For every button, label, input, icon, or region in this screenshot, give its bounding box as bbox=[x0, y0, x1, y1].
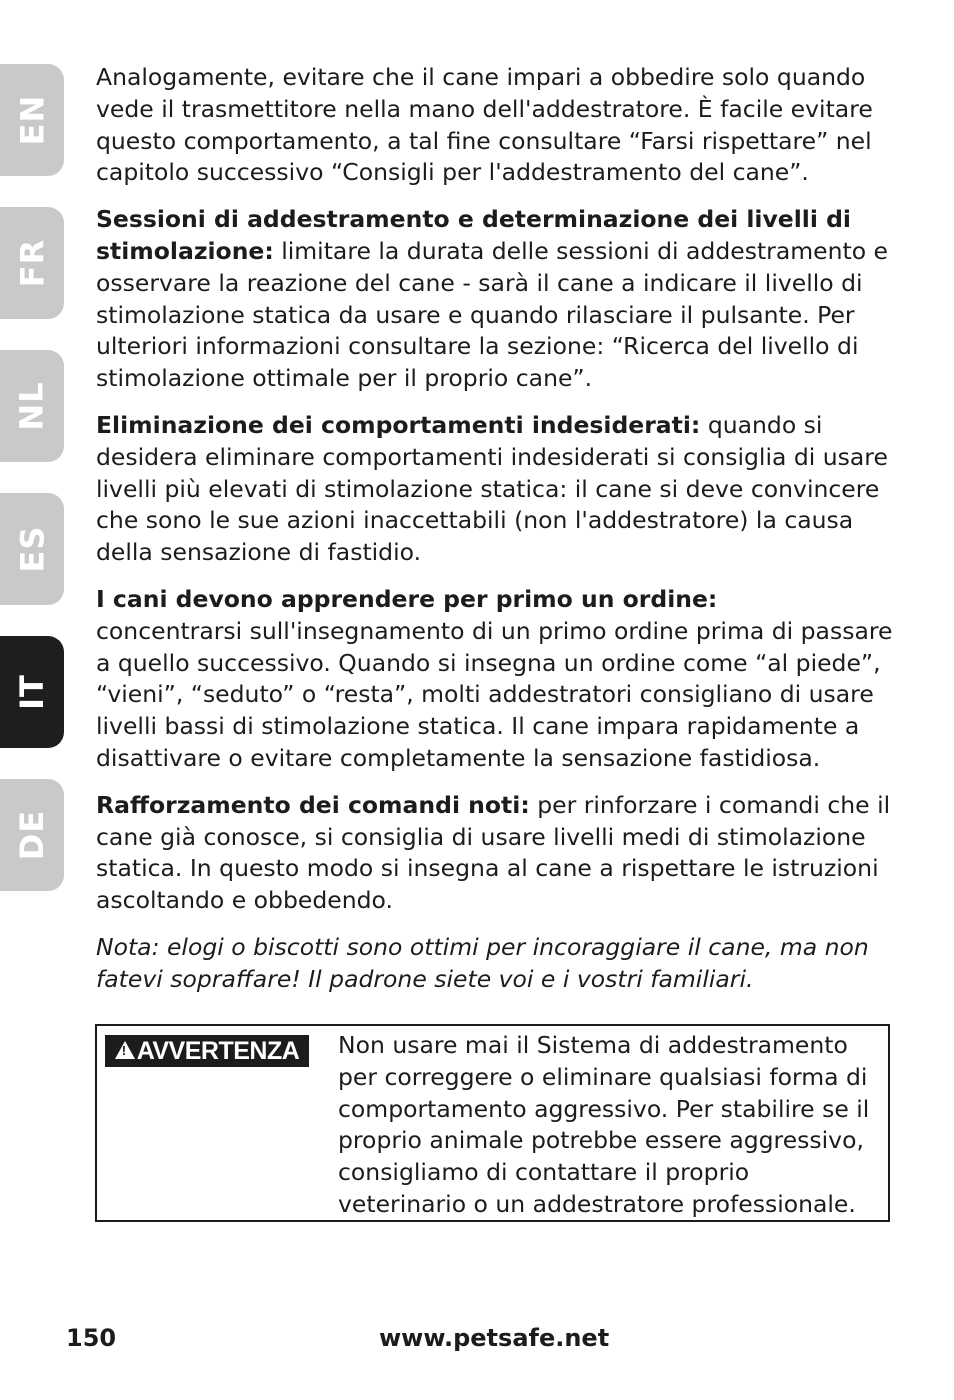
language-tab-de[interactable] bbox=[0, 779, 64, 891]
paragraph-text: quando si desidera eliminare comportamenti indesiderati si consiglia di usare livelli più elevati di stimolazione statica: il cane si deve convincere che sono le sue azioni inaccettabili (non l'addestratore) la causa della sensazione di fastidio. bbox=[96, 410, 888, 567]
paragraph-heading: I cani devono apprendere per primo un ordine: bbox=[96, 584, 718, 613]
page-number: 150 bbox=[66, 1324, 117, 1352]
warning-badge-label: AVVERTENZA bbox=[136, 1036, 300, 1065]
warning-box bbox=[95, 1024, 890, 1222]
warning-triangle-icon bbox=[115, 1041, 135, 1059]
paragraph-text: per rinforzare i comandi che il cane già conosce, si consiglia di usare livelli medi di stimolazione statica. In questo modo si insegna al cane a rispettare le istruzioni ascoltando e obbedendo. bbox=[96, 790, 891, 915]
main-content bbox=[96, 62, 896, 1020]
paragraph-eliminating-behaviors bbox=[96, 410, 896, 569]
language-tab-label: DE bbox=[12, 809, 51, 861]
paragraph-heading: Rafforzamento dei comandi noti: bbox=[96, 790, 530, 819]
paragraph-text: concentrarsi sull'insegnamento di un primo ordine prima di passare a quello successivo. Quando si insegna un ordine come “al piede”, “vieni”, “seduto” o “resta”, molti addestratori consigliano di usare livelli bassi di stimolazione statica. Il cane impara rapidamente a disattivare o evitare completamente la sensazione fastidiosa. bbox=[96, 616, 893, 772]
page-footer bbox=[0, 1320, 954, 1360]
note-text: Nota: elogi o biscotti sono ottimi per incoraggiare il cane, ma non fatevi sopraffare! Il padrone siete voi e i vostri familiari. bbox=[96, 932, 869, 993]
paragraph-heading: Sessioni di addestramento e determinazione dei livelli di stimolazione: bbox=[96, 205, 851, 265]
paragraph-text: Analogamente, evitare che il cane impari a obbedire solo quando vede il trasmettitore nella mano dell'addestratore. È facile evitare questo comportamento, a tal fine consultare “Farsi rispettare” nel capitolo successivo “Consigli per l'addestramento del cane”. bbox=[96, 63, 873, 187]
language-tab-en[interactable] bbox=[0, 64, 64, 176]
language-tab-fr[interactable] bbox=[0, 207, 64, 319]
paragraph-intro bbox=[96, 62, 896, 189]
paragraph-reinforcing-commands bbox=[96, 790, 896, 917]
language-tabs bbox=[0, 0, 64, 1400]
language-tab-label: ES bbox=[13, 525, 51, 573]
paragraph-first-command bbox=[96, 584, 896, 775]
language-tab-es[interactable] bbox=[0, 493, 64, 605]
paragraph-heading: Eliminazione dei comportamenti indesiderati: bbox=[96, 410, 701, 439]
language-tab-it[interactable] bbox=[0, 636, 64, 748]
warning-text: Non usare mai il Sistema di addestramento per correggere o eliminare qualsiasi forma di comportamento aggressivo. Per stabilire se il proprio animale potrebbe essere aggressivo, consigliamo di contattare il proprio veterinario o un addestratore professionale. bbox=[338, 1031, 870, 1218]
language-tab-label: NL bbox=[12, 381, 51, 431]
website-link[interactable]: www.petsafe.net bbox=[379, 1324, 610, 1352]
language-tab-label: FR bbox=[13, 238, 51, 288]
language-tab-label: IT bbox=[12, 674, 51, 710]
language-tab-label: EN bbox=[12, 94, 51, 146]
warning-badge bbox=[105, 1035, 309, 1067]
paragraph-text: limitare la durata delle sessioni di addestramento e osservare la reazione del cane - sarà il cane a indicare il livello di stimolazione statica da usare e quando rilasciare il pulsante. Per ulteriori informazioni consultare la sezione: “Ricerca del livello di stimolazione ottimale per il proprio cane”. bbox=[96, 236, 889, 393]
language-tab-nl[interactable] bbox=[0, 350, 64, 462]
paragraph-training-sessions bbox=[96, 204, 896, 395]
